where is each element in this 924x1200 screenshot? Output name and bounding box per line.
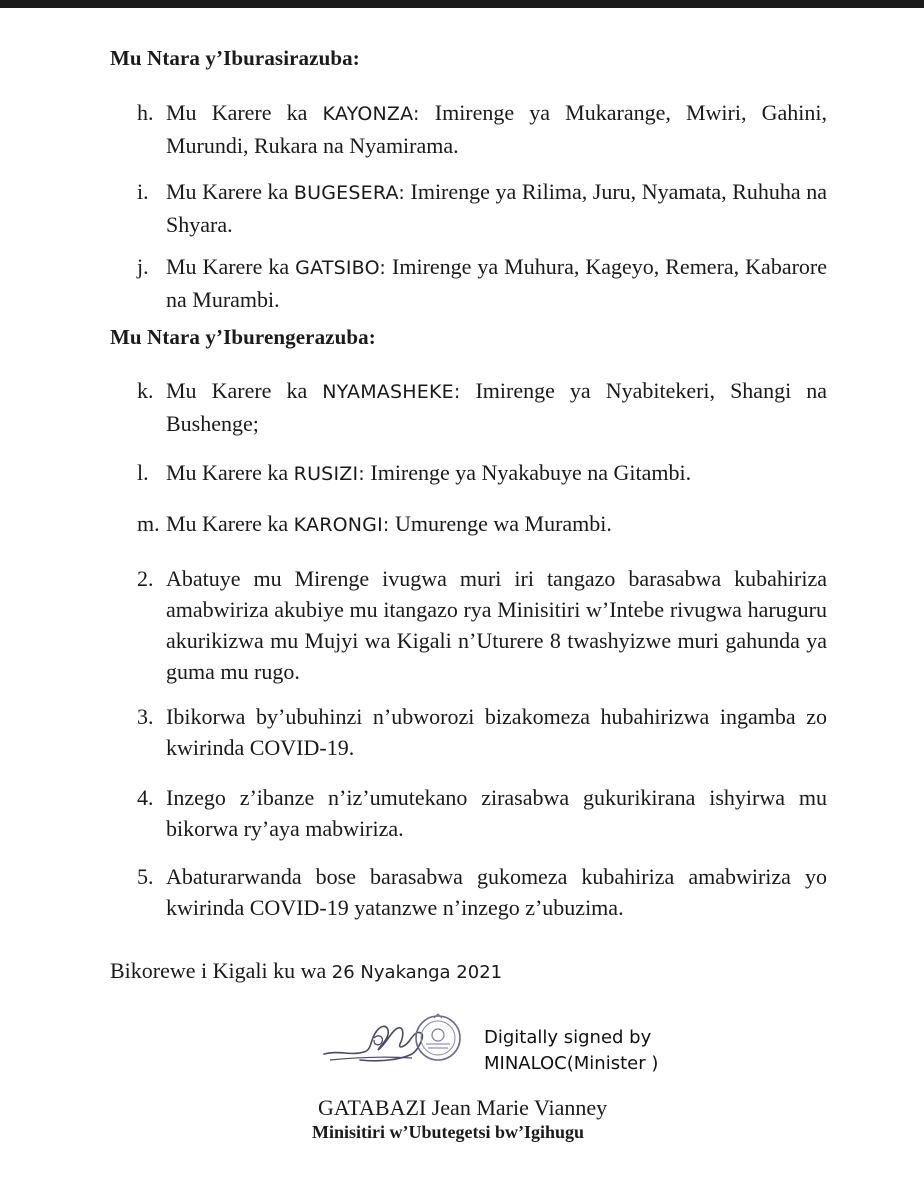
signer-name: GATABAZI Jean Marie Vianney bbox=[318, 1095, 608, 1120]
district-name: KAYONZA: bbox=[322, 103, 420, 125]
item-rest: Imirenge ya Nyabitekeri, Shangi na Bushenge; bbox=[166, 378, 827, 436]
list-item-text bbox=[166, 457, 827, 490]
item-prefix: Mu Karere ka bbox=[166, 254, 296, 279]
official-seal-icon bbox=[412, 1010, 464, 1066]
closing-place: Bikorewe i Kigali ku wa bbox=[110, 958, 332, 983]
item-prefix: Mu Karere ka bbox=[166, 378, 323, 403]
paragraph-text: Abaturarwanda bose barasabwa gukomeza kubahiriza amabwiriza yo kwirinda COVID-19 yatanzwe n’inzego z’ubuzima. bbox=[166, 864, 827, 920]
list-marker: l. bbox=[137, 460, 149, 485]
list-item bbox=[137, 97, 827, 161]
item-rest: Imirenge ya Nyakabuye na Gitambi. bbox=[364, 460, 692, 485]
list-item bbox=[137, 251, 827, 315]
district-name: KARONGI: bbox=[293, 514, 390, 536]
item-rest: Imirenge ya Mukarange, Mwiri, Gahini, Murundi, Rukara na Nyamirama. bbox=[166, 100, 827, 158]
item-prefix: Mu Karere ka bbox=[166, 460, 294, 485]
top-edge-bar bbox=[0, 0, 924, 8]
numbered-paragraph bbox=[137, 782, 827, 844]
list-item bbox=[137, 176, 827, 240]
district-name: BUGESERA: bbox=[293, 182, 405, 204]
digital-signature-line1: Digitally signed by bbox=[484, 1027, 652, 1048]
item-rest: Imirenge ya Rilima, Juru, Nyamata, Ruhuha na Shyara. bbox=[166, 179, 827, 237]
signature-and-seal bbox=[320, 1010, 480, 1072]
list-item bbox=[137, 375, 827, 439]
list-item-text bbox=[166, 97, 827, 161]
paragraph-number: 5. bbox=[137, 864, 154, 889]
paragraph-text: Abatuye mu Mirenge ivugwa muri iri tangazo barasabwa kubahiriza amabwiriza akubiye mu itangazo rya Minisitiri w’Intebe rivugwa haruguru akurikizwa mu Mujyi wa Kigali n’Uturere 8 twashyizwe muri gahunda ya guma mu rugo. bbox=[166, 566, 827, 684]
paragraph-text: Inzego z’ibanze n’iz’umutekano zirasabwa gukurikirana ishyirwa mu bikorwa ry’aya mabwiriza. bbox=[166, 785, 827, 841]
numbered-paragraph bbox=[137, 563, 827, 687]
closing-date: 26 Nyakanga 2021 bbox=[331, 962, 503, 983]
list-item bbox=[137, 508, 827, 541]
closing-line bbox=[110, 958, 502, 984]
district-name: NYAMASHEKE: bbox=[322, 381, 461, 403]
section-heading-west: Mu Ntara y’Iburengerazuba: bbox=[110, 325, 376, 349]
list-item bbox=[137, 457, 827, 490]
paragraph-number: 3. bbox=[137, 704, 154, 729]
paragraph-text: Ibikorwa by’ubuhinzi n’ubworozi bizakomeza hubahirizwa ingamba zo kwirinda COVID-19. bbox=[166, 704, 827, 760]
paragraph-number: 4. bbox=[137, 785, 154, 810]
item-rest: Umurenge wa Murambi. bbox=[389, 511, 612, 536]
list-marker: h. bbox=[137, 100, 154, 125]
list-marker: i. bbox=[137, 179, 149, 204]
item-rest: Imirenge ya Muhura, Kageyo, Remera, Kabarore na Murambi. bbox=[166, 254, 827, 312]
numbered-paragraph bbox=[137, 861, 827, 923]
signer-title: Minisitiri w’Ubutegetsi bw’Igihugu bbox=[312, 1122, 585, 1142]
item-prefix: Mu Karere ka bbox=[166, 100, 323, 125]
list-marker: m. bbox=[137, 511, 160, 536]
list-item-text bbox=[166, 508, 827, 541]
digital-signature-line2: MINALOC(Minister ) bbox=[484, 1053, 659, 1074]
digital-signature-note bbox=[484, 1025, 658, 1077]
paragraph-number: 2. bbox=[137, 566, 154, 591]
list-marker: k. bbox=[137, 378, 154, 403]
item-prefix: Mu Karere ka bbox=[166, 511, 294, 536]
list-item-text bbox=[166, 251, 827, 315]
list-item-text bbox=[166, 176, 827, 240]
section-heading-east: Mu Ntara y’Iburasirazuba: bbox=[110, 46, 360, 70]
list-item-text bbox=[166, 375, 827, 439]
district-name: RUSIZI: bbox=[293, 463, 365, 485]
list-marker: j. bbox=[137, 254, 149, 279]
district-name: GATSIBO: bbox=[295, 257, 387, 279]
numbered-paragraph bbox=[137, 701, 827, 763]
item-prefix: Mu Karere ka bbox=[166, 179, 294, 204]
